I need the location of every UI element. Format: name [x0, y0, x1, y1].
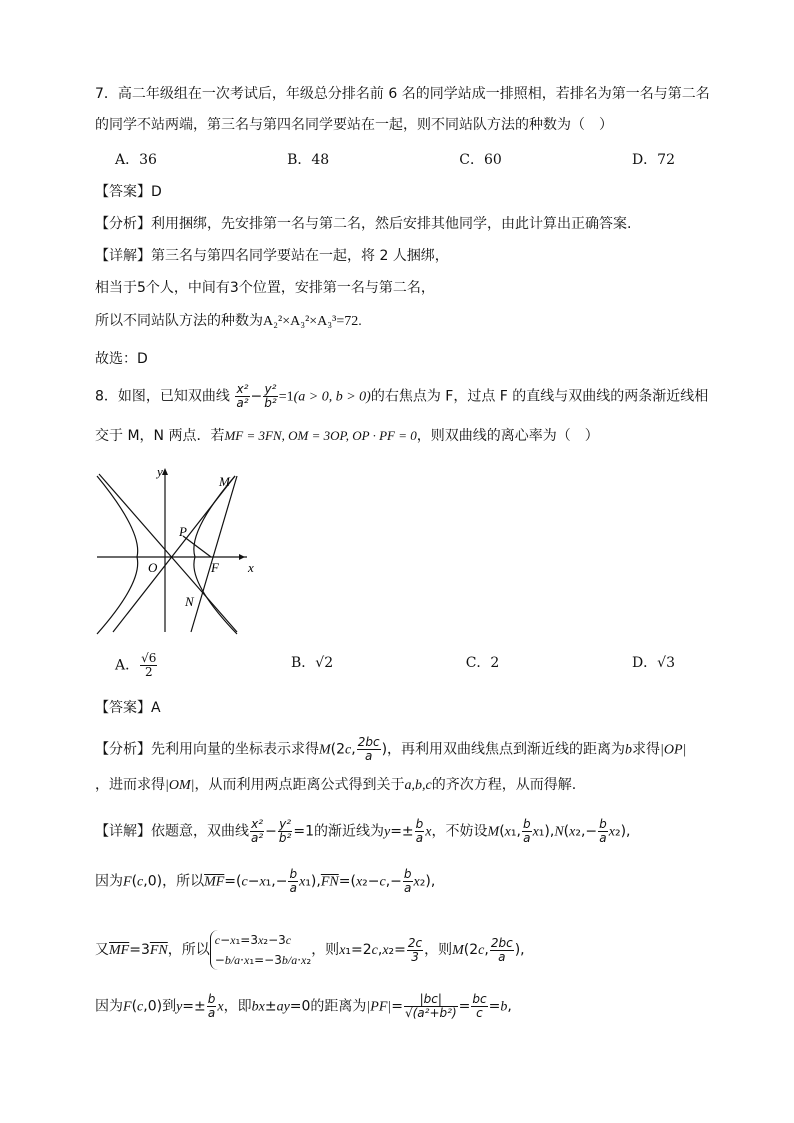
hyperbola-left-branch [97, 476, 138, 634]
q8-options [115, 652, 675, 679]
detail-text: 因为 [95, 998, 123, 1015]
q7-option-c: C．60 [459, 152, 502, 168]
q7-detail-1 [95, 246, 449, 266]
x-axis-arrow [239, 554, 245, 560]
label-x: x [248, 560, 254, 575]
q8-detail-4: 因为F(c,0)到y=± $\frac{b}{a}$ x，即bx±ay=0的距离为|PF|= $\frac{|bc|}{\text{√(a²+b²)}}$ = $\frac{bc}{c}$ =b, [95, 992, 512, 1020]
detail-text: ，所以 [162, 873, 205, 890]
q8-option-c: C．2 [465, 655, 500, 671]
q8-answer [95, 698, 161, 718]
q8-option-b: B．√2 [291, 655, 334, 671]
q8-text: 的右焦点为 F，过点 F 的直线与双曲线的两条渐近线相 [370, 388, 709, 405]
detail-text: 依题意，双曲线 [151, 823, 249, 840]
q7-detail-2: 相当于5个人，中间有3个位置，安排第一名与第二名， [95, 280, 435, 296]
label-n: N [185, 594, 194, 609]
analysis-text: 的齐次方程，从而得解. [431, 777, 577, 793]
detail-text: ，则 [311, 942, 340, 958]
vector-conditions: MF = 3FN, OM = 3OP, OP · PF = 0 [224, 428, 417, 443]
permutation-formula: A₂²×A₃²×A₃³=72. [263, 314, 362, 329]
answer-tag: 【答案】 [95, 700, 151, 716]
q7-line2: 的同学不站两端，第三名与第四名同学要站在一起，则不同站队方法的种数为（ ） [95, 117, 613, 133]
analysis-text: 利用捆绑，先安排第一名与第二名，然后安排其他同学，由此计算出正确答案. [151, 216, 632, 232]
label-m: M [219, 474, 230, 489]
y-axis-arrow [162, 468, 168, 475]
q7-conclusion: 故选：D [95, 351, 148, 367]
answer-tag: 【答案】 [95, 184, 151, 200]
analysis-text: ，进而求得 [95, 777, 165, 793]
q8-line2 [95, 426, 599, 446]
analysis-tag: 【分析】 [95, 216, 151, 232]
detail-text: 的距离为 [310, 998, 367, 1015]
answer-value: A [151, 700, 161, 716]
hyperbola-figure [95, 462, 254, 634]
q7-detail-3 [95, 311, 362, 332]
q7-option-d: D．72 [631, 152, 675, 168]
label-f: F [211, 560, 219, 575]
detail-text: 因为 [95, 873, 123, 890]
q8-analysis-2: ，进而求得|OM|，从而利用两点距离公式得到关于a,b,c的齐次方程，从而得解. [95, 777, 577, 793]
detail-text: 的渐近线为 [313, 823, 384, 840]
q8-text: 8．如图，已知双曲线 [95, 388, 230, 405]
asymptote-2 [99, 474, 237, 632]
q8-line1: 8．如图，已知双曲线 $\frac{\text{x²}}{\text{a²}}$ − $\frac{\text{y²}}{\text{b²}}$ =1(a > 0, b > 0)的右焦点为 F，过点 F 的直线与双曲线的两条渐近线相 [95, 382, 709, 410]
analysis-text: 先利用向量的坐标表示求得 [151, 741, 319, 758]
q8-detail-2: 因为F(c,0)，所以$\overline{MF}=(c-x_1,-$ $\frac{b}{a}$ $x_1),\overline{FN}=(x_2-c,-$ $\frac{b}{a}$ x₂), [95, 867, 436, 895]
q8-text: 交于 M，N 两点．若 [95, 428, 225, 444]
segment-pf [183, 536, 211, 557]
q8-detail-1: 【详解】依题意，双曲线 $\frac{\text{x²}}{\text{a²}}$ − $\frac{\text{y²}}{\text{b²}}$ =1的渐近线为y=± $\frac{b}{a}$ x，不妨设M(x₁, $\frac{b}{a}$ x₁),N(x₂,− $\frac{b}{a}$ x₂), [95, 817, 631, 845]
equation-system: c−x₁=3x₂−3c −b/a·x₁=−3b/a·x₂ [210, 930, 311, 970]
detail-text: 第三名与第四名同学要站在一起，将 2 人捆绑， [151, 248, 449, 264]
detail-text: ，即 [223, 998, 252, 1015]
analysis-text: ，再利用双曲线焦点到渐近线的距离为 [387, 741, 626, 758]
label-y: y [157, 464, 163, 479]
detail-text: 又 [95, 942, 109, 958]
fraction-x2-a2: $\frac{\text{x²}}{\text{a²}}$ [236, 382, 249, 410]
answer-value: D [151, 184, 162, 200]
q8-option-a: A． $\frac{√6}{2}$ [115, 651, 157, 679]
q8-analysis-1: 【分析】先利用向量的坐标表示求得M(2c, $\frac{2bc}{a}$ )，再利用双曲线焦点到渐近线的距离为b求得|OP| [95, 735, 687, 763]
detail-text: ，则 [424, 942, 453, 958]
q8-text: ，则双曲线的离心率为（ ） [416, 428, 599, 444]
q7-line1: 7．高二年级组在一次考试后，年级总分排名前 6 名的同学站成一排照相，若排名为第一名与第二名 [95, 86, 710, 102]
analysis-text: 求得 [632, 741, 661, 758]
label-o: O [148, 560, 158, 575]
label-p: P [179, 524, 187, 539]
analysis-text: ，从而利用两点距离公式得到关于 [194, 777, 405, 793]
detail-text: ，所以 [167, 942, 210, 958]
q7-answer [95, 182, 162, 202]
line-through-f [191, 476, 237, 632]
analysis-tag: 【分析】 [95, 741, 151, 758]
q8-option-d: D．√3 [631, 655, 675, 671]
hyperbola-condition: (a > 0, b > 0) [293, 389, 371, 405]
fraction-y2-b2: $\frac{\text{y²}}{\text{b²}}$ [264, 382, 277, 410]
q7-option-a: A．36 [115, 152, 157, 168]
detail-text: ，不妨设 [431, 823, 488, 840]
q8-detail-3: 又$\overline{MF}=3\overline{FN}$，所以c−x₁=3x₂−3c −b/a·x₁=−3b/a·x₂，则x₁=2c,x₂= $\frac{2c}{3}$ ，则M(2c, $\frac{2bc}{a}$ ), [95, 930, 525, 970]
detail-text: 所以不同站队方法的种数为 [95, 313, 263, 329]
q7-analysis [95, 214, 631, 234]
q7-options [115, 149, 675, 169]
detail-tag: 【详解】 [95, 823, 151, 840]
detail-text: 到 [162, 998, 177, 1015]
detail-tag: 【详解】 [95, 248, 151, 264]
q7-option-b: B．48 [287, 152, 330, 168]
